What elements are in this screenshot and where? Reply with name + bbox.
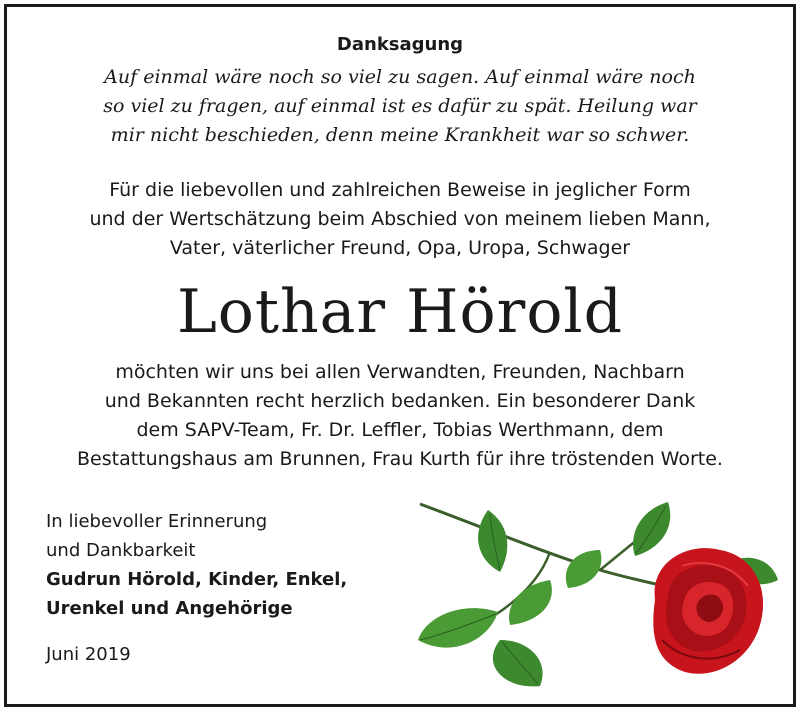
deceased-name: Lothar Hörold (176, 277, 624, 347)
thanks-line: möchten wir uns bei allen Verwandten, Freunden, Nachbarn (115, 361, 685, 383)
family-line: Gudrun Hörold, Kinder, Enkel, (46, 569, 348, 590)
intro-line: Für die liebevollen und zahlreichen Beweise in jeglicher Form (109, 179, 691, 201)
rose-bloom (653, 548, 763, 674)
intro-line: Vater, väterlicher Freund, Opa, Uropa, Schwager (169, 237, 631, 259)
thanks-line: dem SAPV-Team, Fr. Dr. Leffler, Tobias Werthmann, dem (136, 419, 664, 441)
signoff-line: In liebevoller Erinnerung (46, 511, 268, 532)
rose-leaf (509, 580, 552, 625)
quote-line: mir nicht beschieden, denn meine Krankheit war so schwer. (110, 124, 690, 146)
thanks-line: und Bekannten recht herzlich bedanken. Ein besonderer Dank (104, 390, 696, 412)
quote-line: so viel zu fragen, auf einmal ist es dafür zu spät. Heilung war (103, 95, 697, 117)
quote-text (0, 63, 800, 150)
notice-date: Juni 2019 (46, 644, 131, 665)
family-line: Urenkel und Angehörige (46, 598, 293, 619)
rose-leaf (633, 502, 670, 556)
notice-heading: Danksagung (336, 34, 464, 55)
intro-line: und der Wertschätzung beim Abschied von meinem lieben Mann, (89, 208, 711, 230)
rose-leaf (418, 608, 498, 647)
rose-leaf (478, 510, 507, 572)
red-rose-icon (400, 490, 780, 700)
thanks-line: Bestattungshaus am Brunnen, Frau Kurth für ihre tröstenden Worte. (77, 448, 723, 470)
signoff-block (46, 507, 347, 623)
intro-text (0, 176, 800, 263)
quote-line: Auf einmal wäre noch so viel zu sagen. Auf einmal wäre noch (104, 66, 696, 88)
thanks-text (0, 358, 800, 474)
rose-leaf (493, 640, 543, 686)
signoff-line: und Dankbarkeit (46, 540, 196, 561)
rose-leaf (566, 550, 602, 588)
